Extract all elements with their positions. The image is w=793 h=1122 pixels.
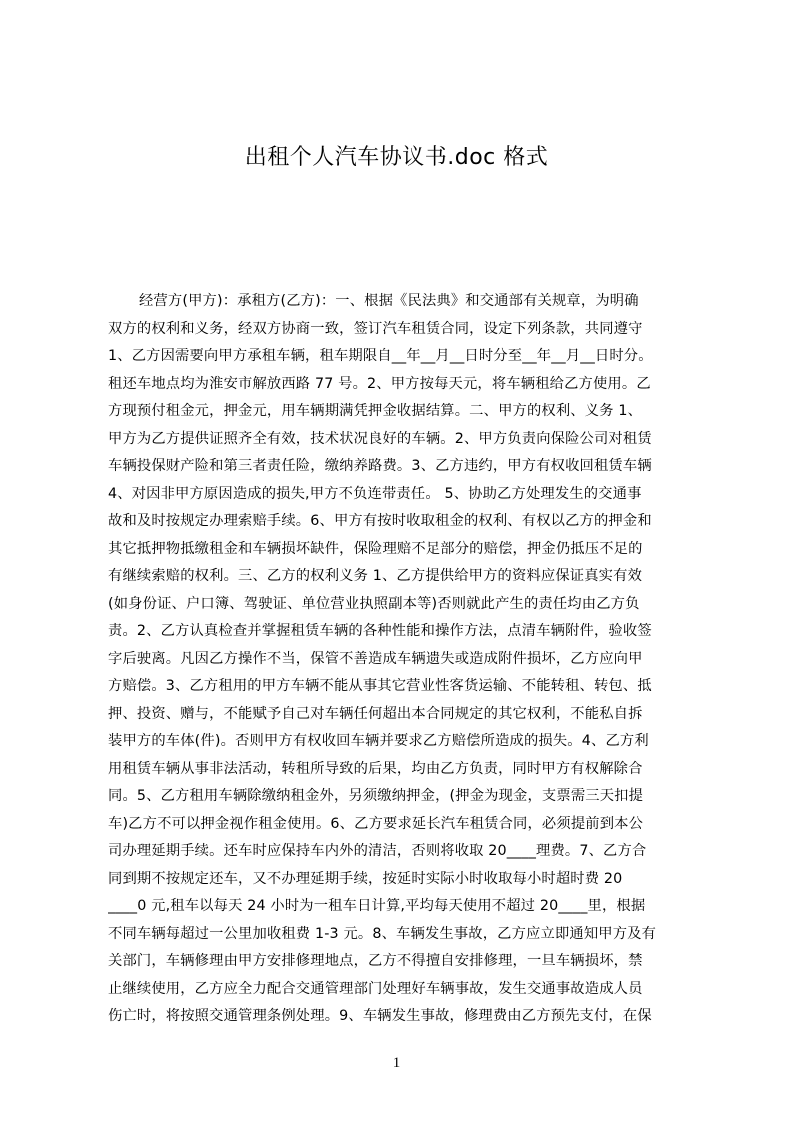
body-line: 同。5、乙方租用车辆除缴纳租金外，另须缴纳押金，(押金为现金，支票需三天扣提 — [108, 788, 644, 804]
body-line: 字后驶离。凡因乙方操作不当，保管不善造成车辆遗失或造成附件损坏，乙方应向甲 — [108, 650, 643, 667]
body-line: 方赔偿。3、乙方租用的甲方车辆不能从事其它营业性客货运输、不能转租、转包、抵 — [108, 678, 652, 694]
body-line: 装甲方的车体(件)。否则甲方有权收回车辆并要求乙方赔偿所造成的损失。4、乙方利 — [108, 733, 649, 749]
body-line: 同到期不按规定还车，又不办理延期手续，按延时实际小时收取每小时超时费 20 — [108, 870, 623, 887]
body-line: 双方的权利和义务，经双方协商一致，签订汽车租赁合同，设定下列条款，共同遵守 — [108, 320, 643, 337]
body-line: 车)乙方不可以押金视作租金使用。6、乙方要求延长汽车租赁合同，必须提前到本公 — [108, 815, 644, 832]
body-line: 1、乙方因需要向甲方承租车辆，租车期限自__年__月__日时分至__年__月__日时分。 — [108, 348, 653, 364]
body-line: (如身份证、户口簿、驾驶证、单位营业执照副本等)否则就此产生的责任均由乙方负 — [108, 595, 640, 612]
body-line: 责。2、乙方认真检查并掌握租赁车辆的各种性能和操作方法，点清车辆附件，验收签 — [108, 623, 652, 639]
body-line: 租还车地点均为淮安市解放西路 77 号。2、甲方按每天元，将车辆租给乙方使用。乙 — [108, 375, 651, 392]
body-line: 用租赁车辆从事非法活动，转租所导致的后果，均由乙方负责，同时甲方有权解除合 — [108, 760, 643, 777]
body-line: 关部门，车辆修理由甲方安排修理地点，乙方不得擅自安排修理，一旦车辆损坏，禁 — [108, 953, 643, 969]
body-line: 司办理延期手续。还车时应保持车内外的清洁，否则将收取 20____理费。7、乙方合 — [108, 843, 647, 859]
page-number: 1 — [392, 1055, 401, 1071]
body-line: 4、对因非甲方原因造成的损失,甲方不负连带责任。 5、协助乙方处理发生的交通事 — [108, 485, 642, 502]
body-line: 伤亡时，将按照交通管理条例处理。9、车辆发生事故，修理费由乙方预先支付，在保 — [108, 1008, 652, 1024]
body-line: 车辆投保财产险和第三者责任险，缴纳养路费。3、乙方违约，甲方有权收回租赁车辆 — [108, 458, 652, 474]
body-line: 经营方(甲方)：承租方(乙方)：一、根据《民法典》和交通部有关规章，为明确 — [139, 293, 639, 309]
body-line: ____0 元,租车以每天 24 小时为一租车日计算,平均每天使用不超过 20____里，根据 — [108, 898, 646, 914]
document-title: 出租个人汽车协议书.doc 格式 — [244, 145, 549, 170]
body-line: 方现预付租金元，押金元，用车辆期满凭押金收据结算。二、甲方的权利、义务 1、 — [108, 403, 643, 419]
body-line: 其它抵押物抵缴租金和车辆损坏缺件，保险理赔不足部分的赔偿，押金仍抵压不足的 — [108, 540, 643, 557]
body-line: 不同车辆每超过一公里加收租费 1-3 元。8、车辆发生事故，乙方应立即通知甲方及有 — [108, 925, 657, 942]
body-line: 甲方为乙方提供证照齐全有效，技术状况良好的车辆。2、甲方负责向保险公司对租赁 — [108, 430, 652, 447]
document-body — [108, 288, 698, 1060]
body-line: 押、投资、赠与，不能赋予自己对车辆任何超出本合同规定的其它权利，不能私自拆 — [108, 705, 643, 722]
body-line: 止继续使用，乙方应全力配合交通管理部门处理好车辆事故，发生交通事故造成人员 — [108, 980, 643, 997]
body-line: 有继续索赔的权利。三、乙方的权利义务 1、乙方提供给甲方的资料应保证真实有效 — [108, 568, 643, 584]
body-line: 故和及时按规定办理索赔手续。6、甲方有按时收取租金的权利、有权以乙方的押金和 — [108, 513, 652, 529]
